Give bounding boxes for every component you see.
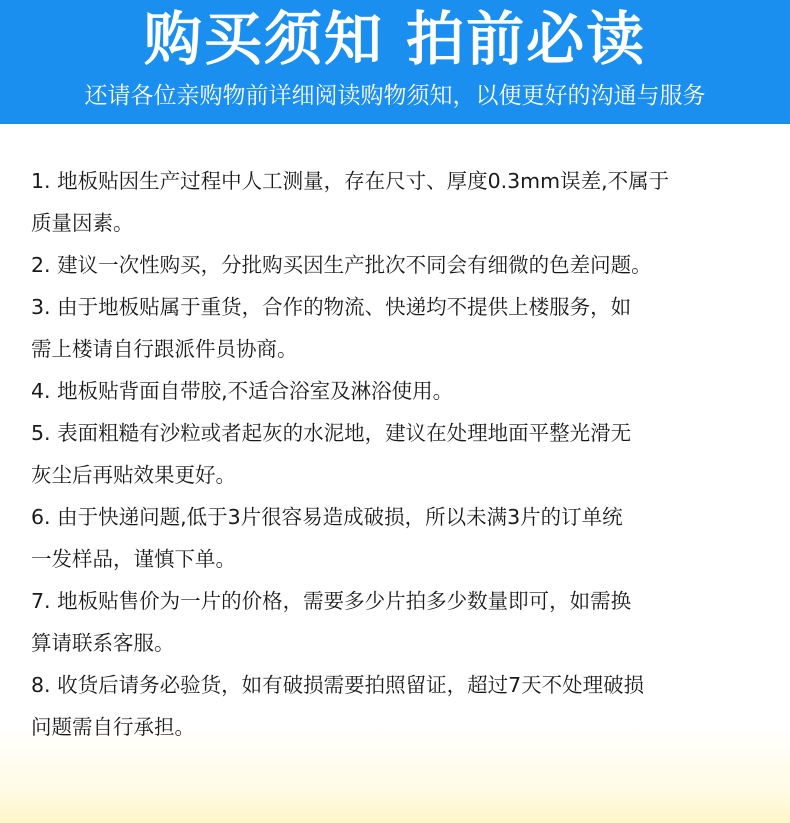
notice-line: 需上楼请自行跟派件员协商。 xyxy=(31,337,298,361)
notice-line: 灰尘后再贴效果更好。 xyxy=(31,463,236,487)
page-subtitle: 还请各位亲购物前详细阅读购物须知，以便更好的沟通与服务 xyxy=(84,83,706,109)
notice-line: 2. 建议一次性购买，分批购买因生产批次不同会有细微的色差问题。 xyxy=(31,253,652,277)
header-banner xyxy=(0,0,790,124)
notice-line: 8. 收货后请务必验货，如有破损需要拍照留证，超过7天不处理破损 xyxy=(31,673,645,697)
notice-item-3 xyxy=(31,286,766,370)
notice-line: 3. 由于地板贴属于重货，合作的物流、快递均不提供上楼服务，如 xyxy=(31,295,632,319)
page-title: 购买须知 拍前必读 xyxy=(143,5,647,73)
notice-panel xyxy=(0,124,790,823)
notice-list xyxy=(31,160,766,748)
notice-item-4 xyxy=(31,370,766,412)
notice-item-1 xyxy=(31,160,766,244)
notice-item-6 xyxy=(31,496,766,580)
notice-line: 4. 地板贴背面自带胶,不适合浴室及淋浴使用。 xyxy=(31,379,454,403)
notice-item-7 xyxy=(31,580,766,664)
notice-line: 7. 地板贴售价为一片的价格，需要多少片拍多少数量即可，如需换 xyxy=(31,589,632,613)
notice-line: 问题需自行承担。 xyxy=(31,715,195,739)
notice-item-8 xyxy=(31,664,766,748)
notice-line: 1. 地板贴因生产过程中人工测量，存在尺寸、厚度0.3mm误差,不属于 xyxy=(31,169,670,193)
notice-item-2 xyxy=(31,244,766,286)
notice-line: 算请联系客服。 xyxy=(31,631,175,655)
notice-item-5 xyxy=(31,412,766,496)
notice-line: 质量因素。 xyxy=(31,211,134,235)
notice-line: 一发样品，谨慎下单。 xyxy=(31,547,236,571)
notice-line: 6. 由于快递问题,低于3片很容易造成破损，所以未满3片的订单统 xyxy=(31,505,623,529)
notice-line: 5. 表面粗糙有沙粒或者起灰的水泥地，建议在处理地面平整光滑无 xyxy=(31,421,632,445)
